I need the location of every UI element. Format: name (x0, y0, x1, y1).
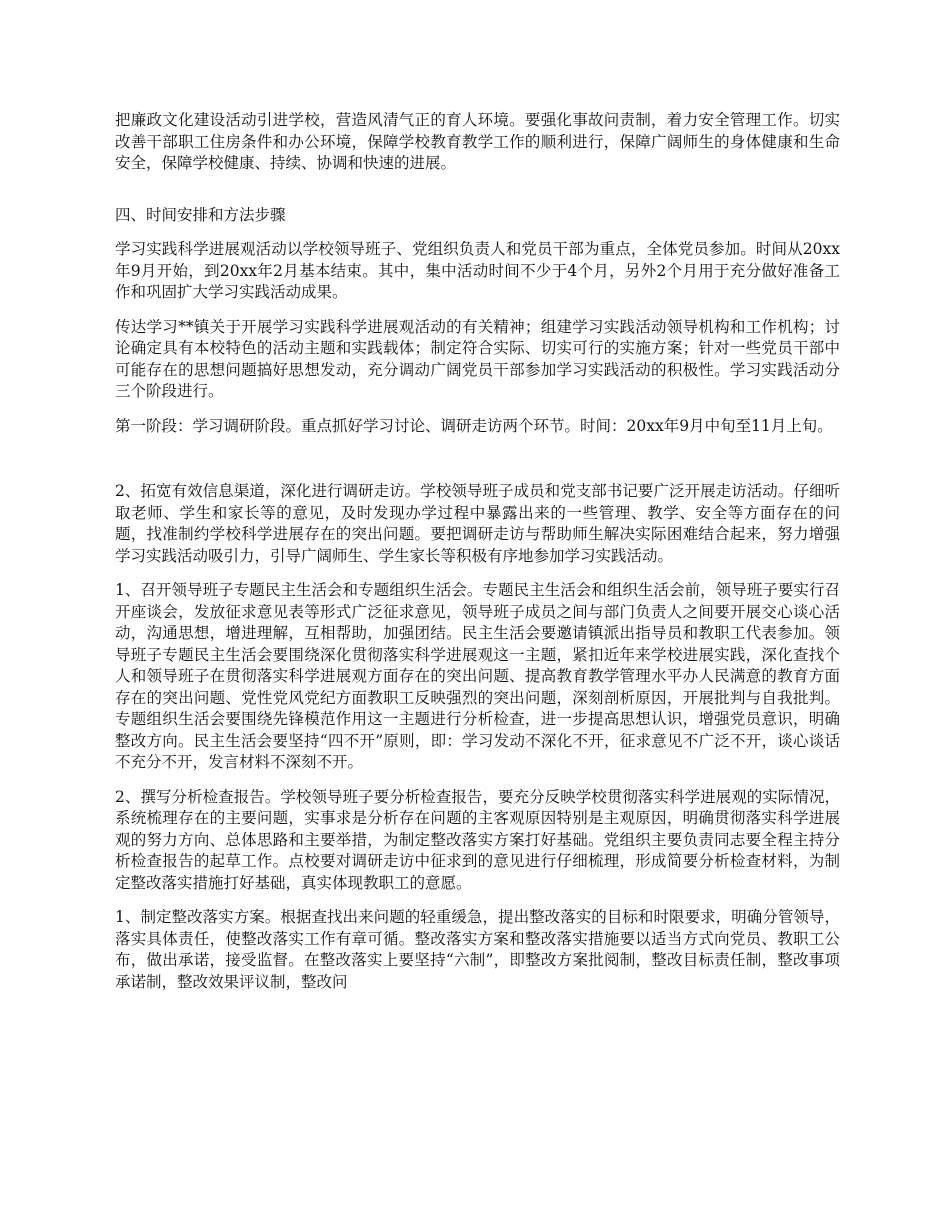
paragraph-item-report: 2、撰写分析检查报告。学校领导班子要分析检查报告，要充分反映学校贯彻落实科学进展观的实际情况，系统梳理存在的主要问题，实事求是分析存在问题的主客观原因特别是主观原因，明确贯彻落实科学进展观的努力方向、总体思路和主要举措，为制定整改落实方案打好基础。党组织主要负责同志要全程主持分析检查报告的起草工作。点校要对调研走访中征求到的意见进行仔细梳理，形成简要分析检查材料，为制定整改落实措施打好基础，真实体现教职工的意愿。 (115, 787, 840, 892)
paragraph-item-rectification: 1、制定整改落实方案。根据查找出来问题的轻重缓急，提出整改落实的目标和时限要求，明确分管领导，落实具体责任，使整改落实工作有章可循。整改落实方案和整改落实措施要以适当方式向党员、教职工公布，做出承诺，接受监督。在整改落实上要坚持“六制”，即整改方案批阅制，整改目标责任制，整改事项承诺制，整改效果评议制，整改问 (115, 908, 840, 991)
paragraph-intro: 把廉政文化建设活动引进学校，营造风清气正的育人环境。要强化事故问责制，着力安全管理工作。切实改善干部职工住房条件和办公环境，保障学校教育教学工作的顺利进行，保障广阔师生的身体健康和生命安全，保障学校健康、持续、协调和快速的进展。 (115, 111, 840, 172)
paragraph-item-meeting: 1、召开领导班子专题民主生活会和专题组织生活会。专题民主生活会和组织生活会前，领导班子要实行召开座谈会，发放征求意见表等形式广泛征求意见，领导班子成员之间与部门负责人之间要开展交心谈心活动，沟通思想，增进理解，互相帮助，加强团结。民主生活会要邀请镇派出指导员和教职工代表参加。领导班子专题民主生活会要围绕深化贯彻落实科学进展观这一主题，紧扣近年来学校进展实践，深化查找个人和领导班子在贯彻落实科学进展观方面存在的突出问题、提高教育教学管理水平办人民满意的教育方面存在的突出问题、党性党风党纪方面教职工反映强烈的突出问题，深刻剖析原因，开展批判与自我批判。专题组织生活会要围绕先锋模范作用这一主题进行分析检查，进一步提高思想认识，增强党员意识，明确整改方向。民主生活会要坚持“四不开”原则，即：学习发动不深化不开，征求意见不广泛不开，谈心谈话不充分不开，发言材料不深刻不开。 (115, 581, 840, 771)
document-page (115, 110, 840, 1006)
paragraph-scope: 学习实践科学进展观活动以学校领导班子、党组织负责人和党员干部为重点，全体党员参加。时间从20xx年9月开始，到20xx年2月基本结束。其中，集中活动时间不少于4个月，另外2个月用于充分做好准备工作和巩固扩大学习实践活动成果。 (115, 240, 840, 301)
paragraph-item-survey: 2、拓宽有效信息渠道，深化进行调研走访。学校领导班子成员和党支部书记要广泛开展走访活动。仔细听取老师、学生和家长等的意见，及时发现办学过程中暴露出来的一些管理、教学、安全等方面存在的问题，找准制约学校科学进展存在的突出问题。要把调研走访与帮助师生解决实际困难结合起来，努力增强学习实践活动吸引力，引导广阔师生、学生家长等积极有序地参加学习实践活动。 (115, 482, 840, 565)
paragraph-phase-one: 第一阶段：学习调研阶段。重点抓好学习讨论、调研走访两个环节。时间：20xx年9月中旬至11月上旬。 (115, 416, 833, 435)
section-heading-schedule: 四、时间安排和方法步骤 (115, 205, 286, 224)
paragraph-preparation: 传达学习**镇关于开展学习实践科学进展观活动的有关精神；组建学习实践活动领导机构和工作机构；讨论确定具有本校特色的活动主题和实践载体；制定符合实际、切实可行的实施方案；针对一些党员干部中可能存在的思想问题搞好思想发动，充分调动广阔党员干部参加学习实践活动的积极性。学习实践活动分三个阶段进行。 (115, 317, 840, 400)
